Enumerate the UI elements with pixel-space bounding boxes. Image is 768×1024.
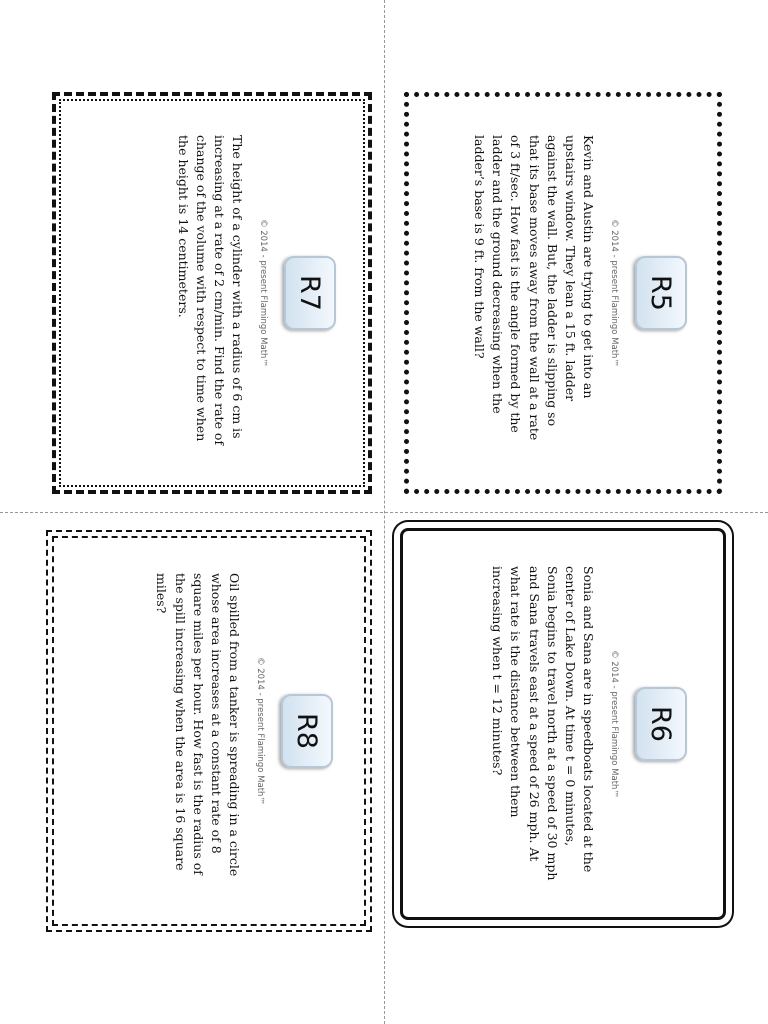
problem-text: The height of a cylinder with a radius of 6 cm is increasing at a rate of 2 cm/min. Find the rate of change of the volume with respect to time when the height is 14 centimeters.	[175, 135, 245, 446]
task-card-r7	[52, 92, 372, 494]
cut-line-horizontal	[0, 512, 768, 513]
card-label-badge: R5	[635, 256, 687, 330]
copyright-notice: © 2014 - present Flamingo Math™	[255, 657, 265, 805]
problem-text: Kevin and Austin are trying to get into an upstairs window. They lean a 15 ft. ladder against the wall. But, the ladder is slipping so that its base moves away from the wall at a rate of 3 ft/sec. How fast is the angle formed by the ladder and the ground decreasing when the ladder’s base is 9 ft. from the wall?	[472, 135, 596, 441]
card-content	[79, 551, 339, 911]
card-content	[433, 544, 693, 904]
problem-text: Oil spilled from a tanker is spreading in a circle whose area increases at a constant rate of 8 square miles per hour. How fast is the radius of the spill increasing when the area is 16 square miles?	[154, 573, 242, 877]
problem-text: Sonia and Sana are in speedboats located at the center of Lake Down. At time t = 0 minutes, Sonia begins to travel north at a speed of 30 mph and Sana travels east at a speed of 26 mph. At what rate is the distance between them increasing when t = 12 minutes?	[490, 566, 596, 881]
card-content	[82, 113, 342, 473]
copyright-notice: © 2014 - present Flamingo Math™	[258, 219, 268, 367]
copyright-notice: © 2014 - present Flamingo Math™	[609, 650, 619, 798]
task-card-r5	[404, 92, 722, 494]
copyright-notice: © 2014 - present Flamingo Math™	[609, 219, 619, 367]
task-card-r8	[46, 530, 372, 932]
card-label-badge: R7	[284, 256, 336, 330]
task-card-r6	[400, 528, 726, 920]
card-label-badge: R6	[635, 687, 687, 761]
card-content	[433, 113, 693, 473]
card-label-badge: R8	[281, 694, 333, 768]
